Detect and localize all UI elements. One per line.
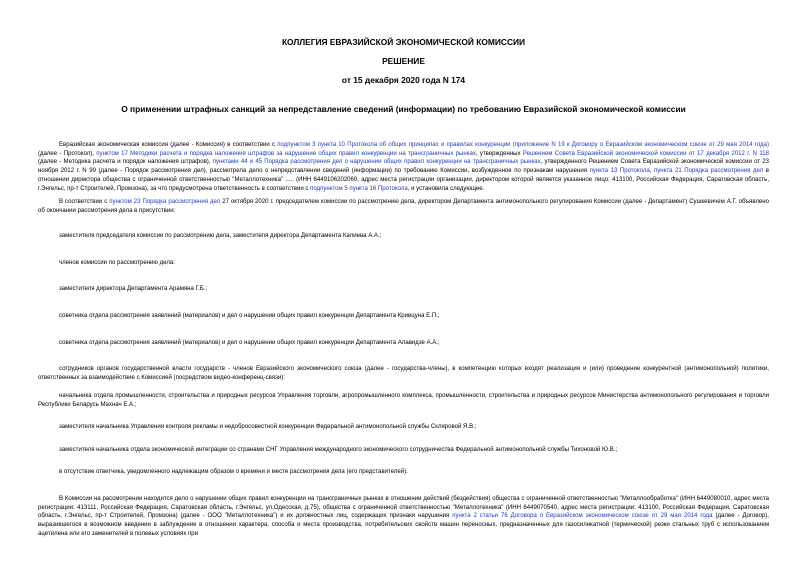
paragraph-officials: сотрудников органов государственной власти государств - членов Евразийского экономического союза (далее - государства-члены), в компетенцию которых входят реализация и (или) проведение конкурентной (антимонопольной) политики, ответственных за взаимодействие с Комиссией (посредством видео-конференц-связи): bbox=[38, 366, 769, 381]
paragraph-intro bbox=[38, 141, 769, 193]
paragraph-absence: в отсутствие ответчика, уведомленного надлежащим образом о времени и месте рассмотрения дела (его представителей). bbox=[59, 469, 408, 475]
member-item: советника отдела рассмотрения заявлений (материалов) и дел о нарушении общих правил конкуренции Департамента Кривцуна Е.П.; bbox=[59, 313, 440, 319]
paragraph-belarus-official: начальника отдела промышленности, строительства и природных ресурсов Управления торговли, агропромышленного комплекса, промышленности, строительства и природных ресурсов Министерства антимонопольного регулирования и торговли Республики Беларусь Махнач Е.А.; bbox=[38, 393, 769, 408]
paragraph-fas-official-2: заместителя начальника отдела экономической интеграции со странами СНГ Управления международного экономического сотрудничества Федеральной антимонопольной службы Тихоновой Ю.В.; bbox=[59, 447, 618, 453]
member-item: советника отдела рассмотрения заявлений (материалов) и дел о нарушении общих правил конкуренции Департамента Алавидзе А.А.; bbox=[59, 340, 440, 346]
link-treaty-art76[interactable]: пункта 2 статьи 76 Договора о Евразийском экономическом союзе от 29 мая 2014 года bbox=[452, 513, 713, 520]
text: , утвержденных bbox=[475, 150, 523, 157]
text: В Комиссии на рассмотрении находится дело о нарушении общих правил конкуренции на трансграничных рынках в отношении действий (бездействия) общества с ограниченной ответственностью "Металлообработка" (ИНН 6449080010, адрес места регистрации: 413111, Российская Федерация, Саратовская область, г.Энгельс, ул.Одесская, д.75), общества с ограниченной ответственностью "Металлотехника" (ИНН 6449070540, адрес места регистрации: 413100, Российская Федерация, Саратовская область, г.Энгельс, пр-т Строителей, Промзона) (далее - ООО "Металлотехника") и их должностных лиц, содержащих признаки нарушения bbox=[38, 496, 769, 520]
link-procedure-p21[interactable]: пункта 21 Порядка рассмотрения дел bbox=[653, 168, 764, 175]
member-item: членов комиссии по рассмотрению дела: bbox=[59, 260, 175, 266]
link-protocol[interactable]: подпунктом 3 пункта 10 Протокола об общих принципах и правилах конкуренции (приложение N 19 к Договору о Евразийском экономическом союзе от 29 мая 2014 года) bbox=[277, 142, 769, 148]
doc-title: О применении штрафных санкций за непредставление сведений (информации) по требованию Евразийской экономической комиссии bbox=[121, 104, 686, 114]
text: , bbox=[649, 168, 654, 175]
text: В соответствии с bbox=[59, 199, 110, 205]
text: (далее - Методика расчета и порядок наложения штрафов), bbox=[38, 159, 213, 166]
link-procedure-p23[interactable]: пунктом 23 Порядка рассмотрения дел bbox=[109, 199, 221, 205]
link-procedure[interactable]: пунктами 44 и 45 Порядка рассмотрения дел о нарушении общих правил конкуренции на трансграничных рынках bbox=[212, 159, 541, 166]
text: (далее - Протокол), bbox=[38, 150, 97, 157]
org-heading: КОЛЛЕГИЯ ЕВРАЗИЙСКОЙ ЭКОНОМИЧЕСКОЙ КОМИССИИ bbox=[281, 37, 526, 47]
paragraph-fas-official-1: заместителя начальника Управления контроля рекламы и недобросовестной конкуренции Федеральной антимонопольной службы Скляровой Я.В.; bbox=[59, 424, 477, 430]
link-protocol-p16[interactable]: подпунктом 5 пункта 16 Протокола bbox=[310, 185, 408, 192]
text: (далее - Договор), выразившегося в возможном введении в заблуждение в отношении характера, способа и места производства, потребительских свойств машин переносных, предназначенных для газосиликатной (термической) резки стальных труб с использованием ацетилена или его заменителей в полевых условиях при bbox=[38, 513, 769, 537]
member-item: заместителя председателя комиссии по рассмотрению дела, заместителя директора Департамента Калиева А.А.; bbox=[59, 233, 382, 239]
link-method[interactable]: пунктом 17 Методики расчета и порядка наложения штрафов за нарушение общих правил конкуренции на трансграничных рынках bbox=[96, 150, 476, 157]
doc-date-number: от 15 декабря 2020 года N 174 bbox=[341, 75, 466, 85]
text: Евразийская экономическая комиссия (далее - Комиссия) в соответствии с bbox=[59, 142, 278, 148]
paragraph-hearing bbox=[38, 198, 769, 215]
text: , утвержденного Решением Совета Евразийской экономической комиссии от 23 ноября 2012 г. N 99 (далее - Порядок рассмотрения дел), рассмотрела дело о непредставлении сведений (информации) по требованию Комиссии, возбужденное по признакам нарушения bbox=[38, 159, 769, 175]
text: в отношении директора общества с ограниченной ответственностью "Металлотехника" ..... (ИНН 6449106202060, адрес места регистрации организации, директором которой является указанное лицо: 413100, Российская Федерация, Саратовская область, г.Энгельс, пр-т Строителей, Промзона), за что предусмотрена ответственность в соответствии с bbox=[38, 168, 769, 192]
text: , и установила следующее. bbox=[407, 185, 485, 192]
member-item: заместителя директора Департамента Арамяна Г.Б.; bbox=[59, 286, 208, 292]
doc-type: РЕШЕНИЕ bbox=[382, 56, 425, 66]
paragraph-case bbox=[38, 495, 769, 539]
link-protocol-p13[interactable]: пункта 13 Протокола bbox=[589, 168, 650, 175]
text: 27 октября 2020 г. председателем комиссии по рассмотрению дела, директором Департамента антимонопольного регулирования Комиссии (далее - Департамент) Сушкевичем А.Г. объявлено об окончании рассмотрения дела в присутствии: bbox=[38, 199, 769, 214]
link-council-decision[interactable]: Решением Совета Евразийской экономической комиссии от 17 декабря 2012 г. N 118 bbox=[522, 150, 769, 157]
